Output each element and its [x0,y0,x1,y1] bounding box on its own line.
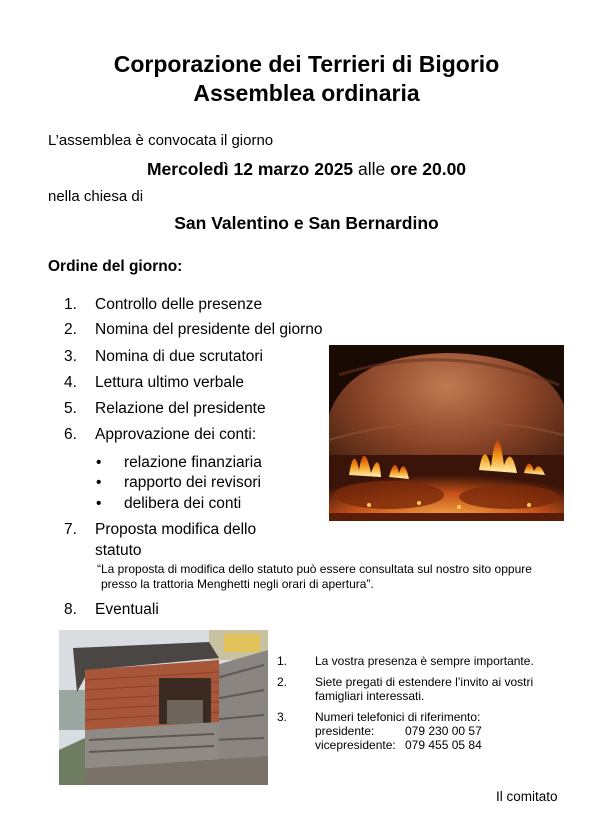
statute-note-line-1: “La proposta di modifica dello statuto può essere consultata sul nostro sito oppure [97,562,532,576]
agenda-item [64,321,322,339]
note-number: 1. [277,654,288,668]
bullet: • [96,474,102,491]
agenda-item [64,400,266,418]
agenda-heading: Ordine del giorno: [48,258,183,275]
agenda-item-number: 4. [64,374,77,391]
agenda-item-text: Approvazione dei conti: [95,426,257,443]
meeting-datetime [0,159,613,180]
agenda-subitem-text: rapporto dei revisori [124,474,261,491]
agenda-item-continuation: statuto [95,542,142,559]
agenda-item [64,601,159,619]
agenda-item-text: Nomina del presidente del giorno [95,321,323,338]
title-line-1: Corporazione dei Terrieri di Bigorio [113,51,500,77]
agenda-item-number: 7. [64,521,77,538]
agenda-item-text: Controllo delle presenze [95,296,263,313]
oven-house-photo [59,630,268,785]
meeting-at: alle [353,159,391,179]
agenda-subitem [96,474,261,492]
document-title [0,50,613,108]
phone-role: presidente: [315,724,375,738]
note-text [315,675,533,703]
agenda-item [64,521,256,539]
agenda-item-text: Relazione del presidente [95,400,266,417]
agenda-item [64,348,263,366]
signature: Il comitato [496,789,558,804]
title-line-2: Assemblea ordinaria [193,80,420,106]
phone-number: 079 230 00 57 [405,724,482,738]
bullet: • [96,454,102,471]
agenda-item-text: Nomina di due scrutatori [95,348,263,365]
note-item [277,675,533,703]
agenda-subitem [96,454,262,472]
note-number: 2. [277,675,288,689]
statute-note-line-2: presso la trattoria Menghetti negli orari di apertura”. [101,577,374,591]
agenda-item-text: Proposta modifica dello [95,521,257,538]
agenda-item-number: 1. [64,296,77,313]
note-text: La vostra presenza è sempre importante. [315,654,534,668]
note-number: 3. [277,710,288,724]
phone-number: 079 455 05 84 [405,738,482,752]
note-item [277,654,534,668]
agenda-subitem [96,495,241,513]
agenda-subitem-text: delibera dei conti [124,495,242,512]
agenda-item-text: Eventuali [95,601,159,618]
convocation-intro: L’assemblea è convocata il giorno [48,132,274,149]
note-item [277,710,482,752]
meeting-time: ore 20.00 [390,159,467,179]
phone-role: vicepresidente: [315,738,396,752]
oven-fire-photo [329,345,564,521]
note-text-line-1: Siete pregati di estendere l’invito ai vostri [315,675,534,689]
meeting-date: Mercoledì 12 marzo 2025 [146,159,354,179]
agenda-subitem-text: relazione finanziaria [124,454,262,471]
bullet: • [96,495,102,512]
note-text [315,710,482,752]
statute-note [97,562,572,592]
agenda-item-number: 2. [64,321,77,338]
phones-heading: Numeri telefonici di riferimento: [315,710,481,724]
agenda-item [64,296,262,314]
agenda-item-number: 3. [64,348,77,365]
agenda-item [64,426,256,444]
agenda-item-text: Lettura ultimo verbale [95,374,245,391]
place-intro: nella chiesa di [48,188,144,205]
note-text-line-2: famigliari interessati. [315,689,425,703]
agenda-item-number: 5. [64,400,77,417]
agenda-item-number: 8. [64,601,77,618]
meeting-place: San Valentino e San Bernardino [174,213,439,233]
phone-list [315,724,482,752]
agenda-item [64,374,244,392]
agenda-item-number: 6. [64,426,77,443]
